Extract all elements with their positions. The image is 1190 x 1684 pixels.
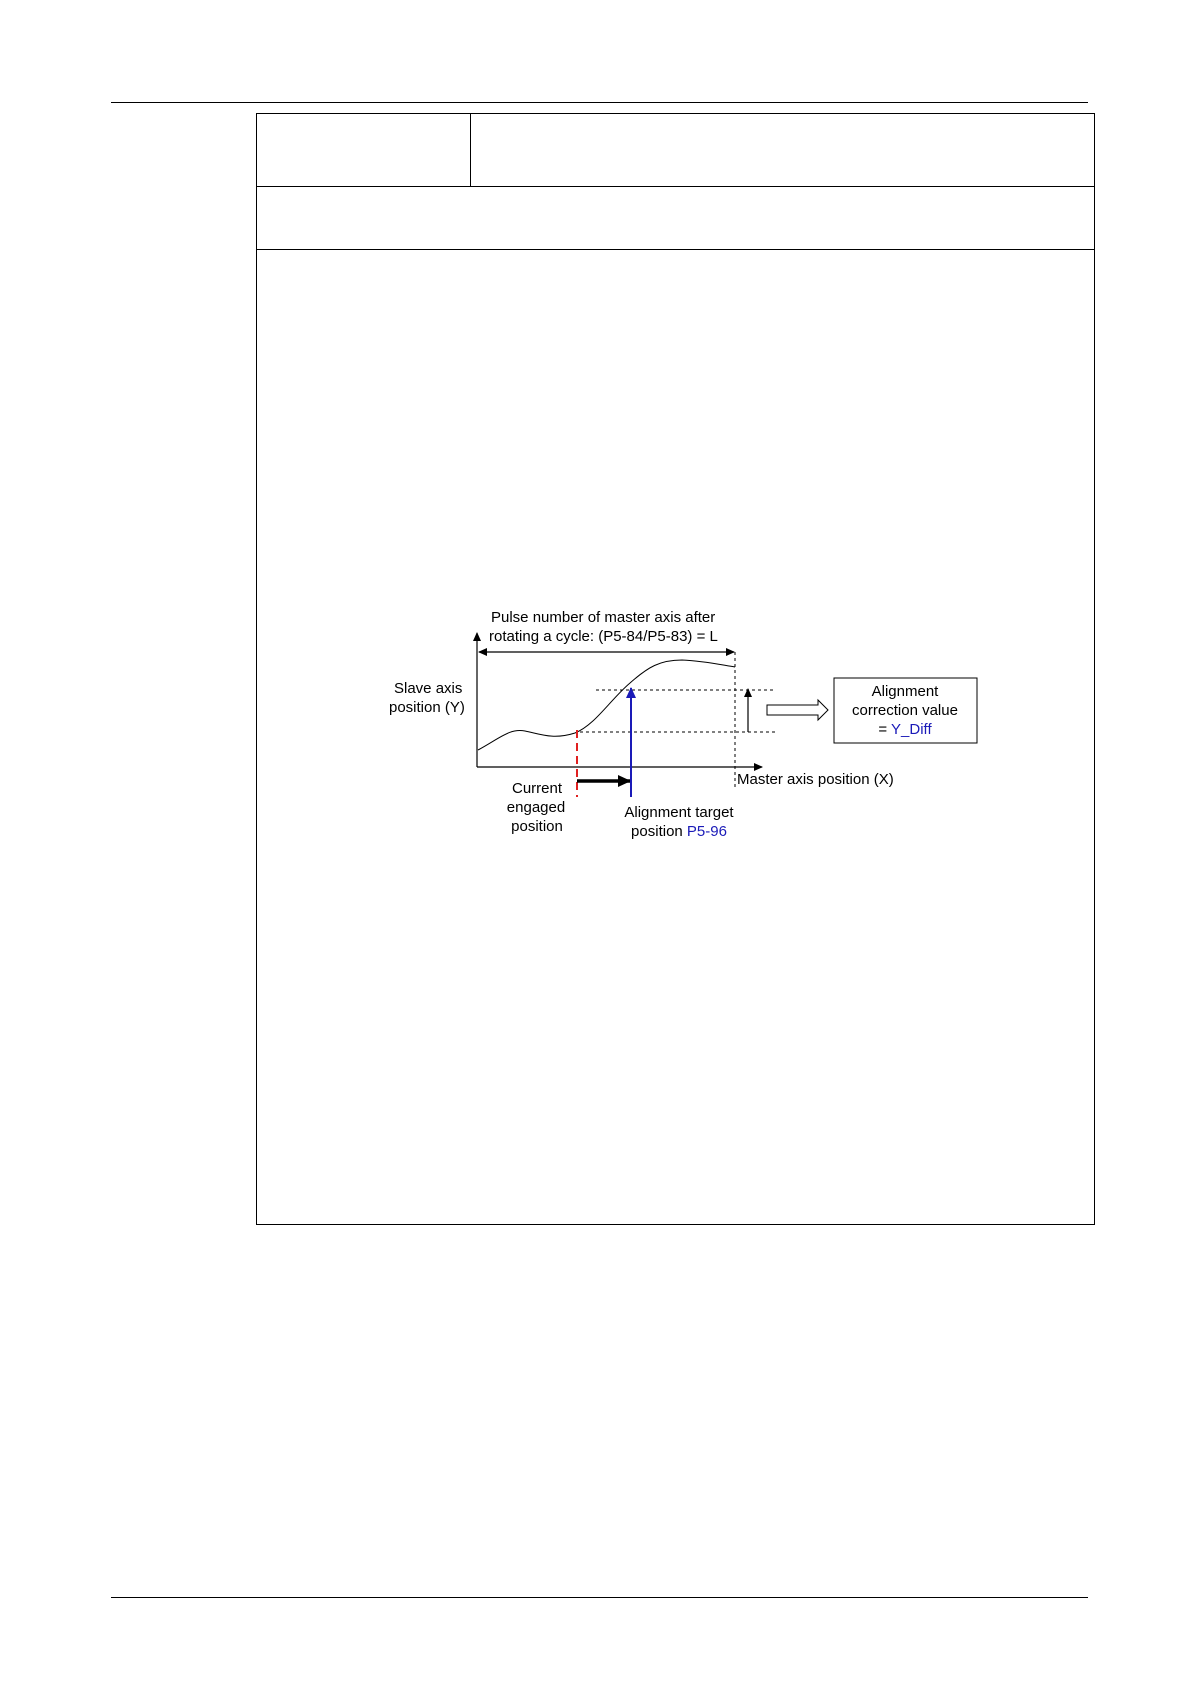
target-param: P5-96 xyxy=(686,823,727,840)
footer-rule xyxy=(111,1597,1088,1598)
box-label-line3 xyxy=(878,721,932,738)
box-param: Y_Diff xyxy=(891,721,932,738)
target-label-line2 xyxy=(631,823,727,840)
box-label-line2: correction value xyxy=(852,702,958,719)
hollow-arrow xyxy=(767,700,828,720)
target-label-line1: Alignment target xyxy=(624,804,734,821)
y-axis-label-line1: Slave axis xyxy=(394,680,463,697)
box-label-line1: Alignment xyxy=(871,683,939,700)
y-axis-label-line2: position (Y) xyxy=(389,699,465,716)
current-label-line3: position xyxy=(511,818,563,835)
target-label-prefix: position xyxy=(631,823,687,840)
box-label-prefix: = xyxy=(878,721,892,738)
cam-curve xyxy=(478,660,735,750)
x-axis-label: Master axis position (X) xyxy=(737,771,894,788)
current-label-line2: engaged xyxy=(506,799,566,816)
cycle-label-line1: Pulse number of master axis after xyxy=(491,609,716,626)
current-label-line1: Current xyxy=(511,780,563,797)
cycle-label-line2: rotating a cycle: (P5-84/P5-83) = L xyxy=(489,628,718,645)
